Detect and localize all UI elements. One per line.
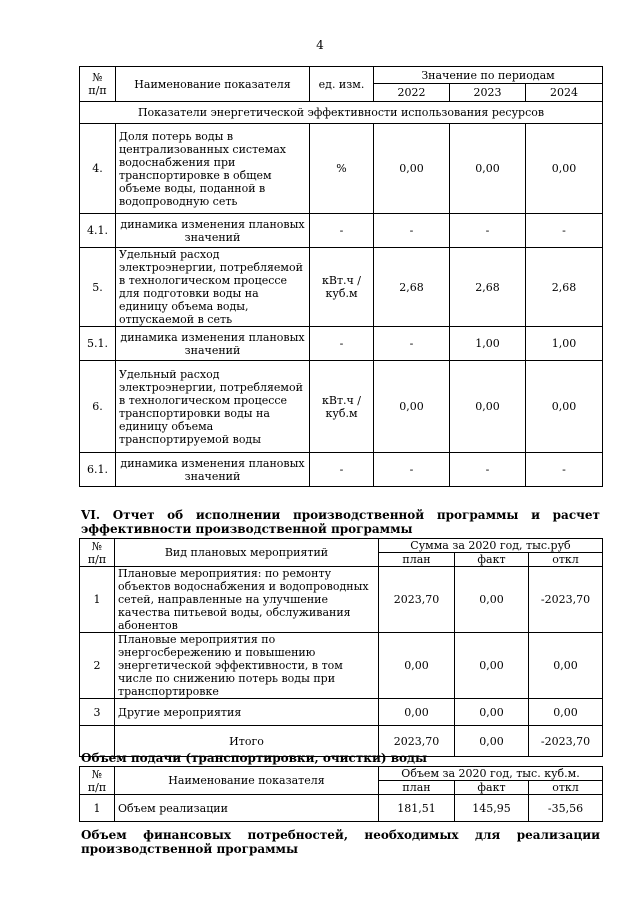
- col-volume-header: Объем за 2020 год, тыс. куб.м.: [379, 767, 603, 781]
- row-value-2024: -: [526, 453, 603, 487]
- volume-heading: Объем подачи (транспортировки, очистки) воды: [81, 751, 428, 765]
- deviation-header: откл: [529, 553, 603, 567]
- row-unit: -: [310, 214, 374, 248]
- year-header: 2022: [374, 84, 450, 102]
- col-unit-header: ед. изм.: [310, 67, 374, 102]
- total-plan: 2023,70: [379, 726, 455, 757]
- table-row: [80, 124, 603, 214]
- row-deviation: 0,00: [529, 633, 603, 699]
- row-deviation: -2023,70: [529, 567, 603, 633]
- row-name: Другие мероприятия: [115, 699, 379, 726]
- row-fact: 0,00: [455, 699, 529, 726]
- row-name: динамика изменения плановых значений: [116, 327, 310, 361]
- row-unit: кВт.ч / куб.м: [310, 248, 374, 327]
- table-row: [80, 453, 603, 487]
- col-number-header: № п/п: [80, 539, 115, 567]
- row-unit: -: [310, 327, 374, 361]
- row-value-2022: -: [374, 327, 450, 361]
- table-row: [80, 795, 603, 822]
- plan-header: план: [379, 781, 455, 795]
- row-value-2023: 1,00: [450, 327, 526, 361]
- row-name: Плановые мероприятия: по ремонту объектов водоснабжения и водопроводных сетей, направленные на улучшение качества питьевой воды, обслуживания абонентов: [115, 567, 379, 633]
- row-value-2022: -: [374, 453, 450, 487]
- row-value-2024: 1,00: [526, 327, 603, 361]
- row-value-2022: 0,00: [374, 124, 450, 214]
- page-number: 4: [316, 38, 324, 52]
- row-plan: 0,00: [379, 699, 455, 726]
- row-number: 4.: [80, 124, 116, 214]
- col-name-header: Наименование показателя: [115, 767, 379, 795]
- table-row: [80, 633, 603, 699]
- row-deviation: 0,00: [529, 699, 603, 726]
- row-value-2023: 0,00: [450, 361, 526, 453]
- finance-heading: [81, 828, 600, 856]
- table-row: [80, 699, 603, 726]
- row-value-2023: -: [450, 214, 526, 248]
- row-value-2024: -: [526, 214, 603, 248]
- row-fact: 145,95: [455, 795, 529, 822]
- row-name: Плановые мероприятия по энергосбережению и повышению энергетической эффективности, в том числе по снижению потерь воды при транспортировке: [115, 633, 379, 699]
- energy-efficiency-table: [79, 66, 603, 487]
- col-number-header: № п/п: [80, 767, 115, 795]
- row-number: 6.1.: [80, 453, 116, 487]
- section-title-row: Показатели энергетической эффективности использования ресурсов: [80, 102, 603, 124]
- row-name: Доля потерь воды в централизованных системах водоснабжения при транспортировке в общем объеме воды, поданной в водопроводную сеть: [116, 124, 310, 214]
- year-header: 2023: [450, 84, 526, 102]
- row-number: 4.1.: [80, 214, 116, 248]
- row-name: Удельный расход электроэнергии, потребляемой в технологическом процессе транспортировки воды на единицу объема транспортируемой воды: [116, 361, 310, 453]
- table-row: [80, 567, 603, 633]
- row-number: 1: [80, 567, 115, 633]
- row-number: 2: [80, 633, 115, 699]
- row-value-2024: 0,00: [526, 124, 603, 214]
- row-value-2023: 0,00: [450, 124, 526, 214]
- col-activity-header: Вид плановых мероприятий: [115, 539, 379, 567]
- col-name-header: Наименование показателя: [116, 67, 310, 102]
- plan-header: план: [379, 553, 455, 567]
- row-plan: 2023,70: [379, 567, 455, 633]
- table-row: [80, 214, 603, 248]
- row-unit: -: [310, 453, 374, 487]
- row-fact: 0,00: [455, 567, 529, 633]
- table-row: [80, 361, 603, 453]
- row-number: 6.: [80, 361, 116, 453]
- row-plan: 0,00: [379, 633, 455, 699]
- row-number: 1: [80, 795, 115, 822]
- row-name: динамика изменения плановых значений: [116, 453, 310, 487]
- deviation-header: откл: [529, 781, 603, 795]
- row-unit: кВт.ч / куб.м: [310, 361, 374, 453]
- section-6-title: VI. Отчет об исполнении производственной программы и расчет эффективности производственной программы: [81, 508, 600, 536]
- table-row: [80, 248, 603, 327]
- row-number: 5.: [80, 248, 116, 327]
- col-values-header: Значение по периодам: [374, 67, 603, 84]
- row-value-2022: 0,00: [374, 361, 450, 453]
- row-value-2023: -: [450, 453, 526, 487]
- fact-header: факт: [455, 553, 529, 567]
- row-value-2023: 2,68: [450, 248, 526, 327]
- section-6-heading: [81, 508, 600, 536]
- row-plan: 181,51: [379, 795, 455, 822]
- total-deviation: -2023,70: [529, 726, 603, 757]
- table-row: [80, 327, 603, 361]
- water-volume-table: [79, 766, 603, 822]
- fact-header: факт: [455, 781, 529, 795]
- row-fact: 0,00: [455, 633, 529, 699]
- row-deviation: -35,56: [529, 795, 603, 822]
- year-header: 2024: [526, 84, 603, 102]
- row-value-2024: 2,68: [526, 248, 603, 327]
- finance-title: Объем финансовых потребностей, необходимых для реализации производственной программы: [81, 828, 600, 856]
- program-execution-table: [79, 538, 603, 757]
- row-unit: %: [310, 124, 374, 214]
- row-value-2024: 0,00: [526, 361, 603, 453]
- total-label: Итого: [115, 726, 379, 757]
- col-number-header: № п/п: [80, 67, 116, 102]
- row-number: 3: [80, 699, 115, 726]
- total-fact: 0,00: [455, 726, 529, 757]
- row-name: динамика изменения плановых значений: [116, 214, 310, 248]
- row-value-2022: -: [374, 214, 450, 248]
- row-number: 5.1.: [80, 327, 116, 361]
- col-sum-header: Сумма за 2020 год, тыс.руб: [379, 539, 603, 553]
- row-value-2022: 2,68: [374, 248, 450, 327]
- row-name: Удельный расход электроэнергии, потребляемой в технологическом процессе для подготовки воды на единицу объема воды, отпускаемой в сеть: [116, 248, 310, 327]
- row-name: Объем реализации: [115, 795, 379, 822]
